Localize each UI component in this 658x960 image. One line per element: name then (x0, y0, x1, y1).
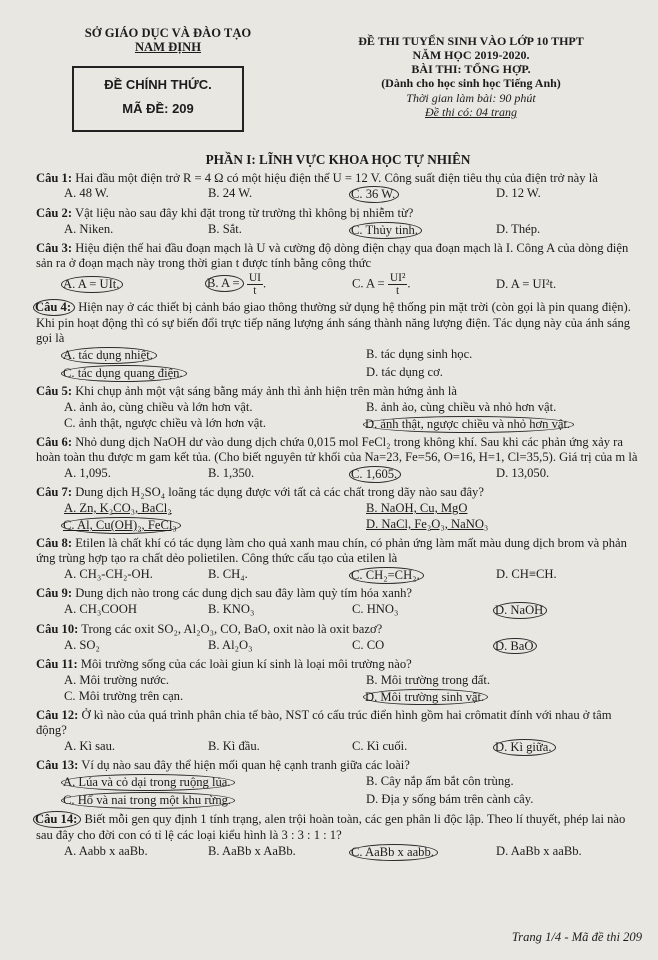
answer-mark: D. ảnh thật, ngược chiều và nhỏ hơn vật. (363, 416, 574, 433)
page-footer: Trang 1/4 - Mã đề thi 209 (511, 930, 642, 944)
organization (68, 26, 268, 54)
option-c (352, 466, 496, 483)
option-c (352, 567, 496, 584)
option-b: B. NaOH, Cu, MgO (366, 501, 468, 516)
answer-mark: C. Hổ và nai trong một khu rừng. (61, 792, 235, 809)
question-text: Ở kì nào của quá trình phân chia tế bào, NST có cấu trúc điển hình gồm hai crômatit đính với nhau ở tâm động? (36, 707, 612, 737)
official-label: ĐỀ CHÍNH THỨC. (104, 77, 212, 92)
exam-header (36, 26, 640, 148)
option-b: B. CH₄. (208, 567, 248, 582)
option-d: D. A = UI²t. (496, 276, 557, 291)
option-c: C. Môi trường trên cạn. (64, 688, 184, 703)
question-2 (36, 206, 640, 239)
answer-mark: C. tác dụng quang điện. (61, 365, 187, 382)
question-12 (36, 708, 640, 756)
question-text: Khi chụp ảnh một vật sáng bằng máy ảnh thì ảnh hiện trên màn hứng ảnh là (75, 384, 457, 399)
org-line-2: NAM ĐỊNH (134, 40, 202, 55)
question-6 (36, 435, 640, 483)
option-b: B. tác dụng sinh học. (366, 346, 473, 361)
exam-duration: Thời gian làm bài: 90 phút (406, 90, 536, 105)
question-1 (36, 171, 640, 204)
question-number: Câu 8: (36, 536, 73, 551)
question-5 (36, 384, 640, 433)
option-c (36, 792, 338, 809)
option-b: B. Môi trường trong đất. (366, 672, 491, 687)
option-a (36, 774, 338, 791)
official-box (72, 66, 244, 132)
option-a (36, 347, 338, 364)
answer-mark: B. A = (205, 275, 244, 292)
answer-mark: D. BaO (493, 638, 537, 655)
option-d: D. Thép. (496, 221, 541, 236)
option-d: D. Địa y sống bám trên cành cây. (366, 791, 534, 806)
option-d (338, 416, 640, 433)
option-a: A. Kì sau. (64, 738, 116, 753)
option-d: D. CH≡CH. (496, 567, 557, 582)
question-number: Câu 6: (36, 435, 73, 450)
question-8 (36, 536, 640, 584)
question-text: Dung dịch H₂SO₄ loãng tác dụng được với tất cả các chất trong dãy nào sau đây? (75, 485, 484, 500)
question-number: Câu 4: (33, 299, 75, 316)
option-d: D. tác dụng cơ. (366, 364, 443, 379)
option-c: C. ảnh thật, ngược chiều và lớn hơn vật. (64, 415, 267, 430)
option-a: A. 48 W. (64, 186, 109, 201)
question-14 (36, 811, 640, 861)
question-number: Câu 1: (36, 170, 73, 185)
question-number: Câu 12: (36, 707, 79, 722)
answer-mark: C. Thủy tinh. (349, 222, 422, 239)
question-number: Câu 11: (36, 656, 78, 671)
option-c: C. CO (352, 637, 385, 652)
answer-mark: D. Kì giữa. (493, 739, 556, 756)
question-9 (36, 586, 640, 619)
question-number: Câu 10: (36, 621, 79, 636)
answer-mark: D. NaOH (493, 602, 547, 619)
question-text: Ví dụ nào sau đây thể hiện mối quan hệ cạnh tranh giữa các loài? (81, 758, 410, 773)
question-11 (36, 657, 640, 706)
option-a: A. Môi trường nước. (64, 672, 169, 687)
option-d (338, 689, 640, 706)
question-text: Môi trường sống của các loài giun kí sinh là loại môi trường nào? (80, 656, 412, 671)
option-d (496, 602, 640, 619)
question-text: Nhỏ dung dịch NaOH dư vào dung dịch chứa 0,015 mol FeCl₂ trong không khí. Sau khi các phản ứng xảy ra hoàn toàn thu được m gam kết tủa. (Cho biết nguyên tử khối của Na=23, Fe=56, O=16, H=1, Cl=35,5). Giá trị của m là (36, 435, 638, 465)
option-a (64, 276, 208, 293)
option-c: C. HNO₃ (352, 602, 399, 617)
question-text: Trong các oxit SO₂, Al₂O₃, CO, BaO, oxit nào là oxit bazơ? (81, 621, 383, 636)
school-year: NĂM HỌC 2019-2020. (412, 48, 530, 63)
org-line-1: SỞ GIÁO DỤC VÀ ĐÀO TẠO (84, 26, 252, 40)
option-b: B. 1,350. (208, 465, 255, 480)
question-text: Etilen là chất khí có tác dụng làm cho quả xanh mau chín, có phản ứng làm mất màu dung dịch brom và phản ứng trùng hợp tạo ra chất dẻo polietilen. Công thức cấu tạo của etilen là (36, 536, 627, 566)
question-3 (36, 241, 640, 297)
question-number: Câu 14: (33, 811, 81, 828)
part-title: PHẦN I: LĨNH VỰC KHOA HỌC TỰ NHIÊN (205, 152, 471, 167)
option-b: B. Kì đầu. (208, 738, 260, 753)
answer-mark: A. Lúa và cỏ dại trong ruộng lúa. (61, 774, 235, 791)
answer-mark: D. Môi trường sinh vật. (363, 689, 488, 706)
option-b: B. KNO₃ (208, 602, 255, 617)
answer-mark: A. tác dụng nhiệt. (61, 347, 157, 364)
option-b: B. Cây nắp ấm bắt côn trùng. (366, 773, 514, 788)
option-a: A. ảnh ảo, cùng chiều và lớn hơn vật. (64, 400, 253, 415)
exam-code: MÃ ĐỀ: 209 (122, 101, 194, 117)
answer-mark: A. A = UIt. (61, 276, 123, 293)
option-d: D. 13,050. (496, 465, 550, 480)
question-text: Vật liệu nào sau đây khi đặt trong từ trường thì không bị nhiễm từ? (74, 205, 414, 220)
question-number: Câu 5: (36, 384, 73, 399)
fraction: $\frac{UI}{t}$ (248, 271, 261, 297)
answer-mark: C. Al, Cu(OH)₂, FeCl₃ (61, 517, 181, 534)
option-d (496, 739, 640, 756)
option-c: C. A = $\frac{\text{UI²}}{t}$ . (352, 271, 411, 297)
option-c: C. Kì cuối. (352, 738, 408, 753)
option-a: A. Zn, K₂CO₃, BaCl₂ (64, 501, 172, 516)
question-10 (36, 622, 640, 655)
question-4 (36, 299, 640, 381)
option-b: B. 24 W. (208, 186, 253, 201)
question-text: Biết mỗi gen quy định 1 tính trạng, alen trội hoàn toàn, các gen phân li độc lập. Theo lí thuyết, phép lai nào sau đây cho đời con có tỉ lệ các loại kiểu hình là 3 : 3 : 1 : 1? (36, 812, 626, 842)
option-a: A. CH₃-CH₂-OH. (64, 567, 153, 582)
option-b: B. Al₂O₃ (208, 637, 253, 652)
answer-mark: C. 36 W. (349, 186, 399, 203)
option-d: D. 12 W. (496, 186, 541, 201)
option-a: A. SO₂ (64, 637, 100, 652)
answer-mark: C. CH₂=CH₂. (349, 567, 424, 584)
question-text: Dung dịch nào trong các dung dịch sau đây làm quỳ tím hóa xanh? (75, 586, 412, 601)
question-number: Câu 3: (36, 241, 73, 256)
option-b: B. ảnh ảo, cùng chiều và nhỏ hơn vật. (366, 400, 557, 415)
question-number: Câu 7: (36, 485, 73, 500)
option-c (36, 365, 338, 382)
question-7 (36, 485, 640, 534)
option-b: B. A = $\frac{UI}{t}$ . (207, 271, 267, 297)
option-c (352, 844, 496, 861)
exam-title: ĐỀ THI TUYỂN SINH VÀO LỚP 10 THPT (358, 34, 584, 48)
option-c (352, 222, 496, 239)
question-number: Câu 2: (36, 205, 73, 220)
fraction: $\frac{\text{UI²}}{t}$ (389, 271, 406, 297)
answer-mark: C. 1,605. (349, 466, 401, 483)
option-a: A. Aabb x aaBb. (64, 843, 148, 858)
question-text: Hiệu điện thế hai đầu đoạn mạch là U và cường độ dòng điện chạy qua đoạn mạch là I. Công A của dòng điện sản ra ở đoạn mạch này trong thời gian t được tính bằng công thức (36, 241, 629, 270)
exam-audience: (Dành cho học sinh học Tiếng Anh) (381, 76, 561, 91)
option-b: B. Sắt. (208, 221, 242, 236)
option-c (36, 517, 338, 534)
exam-subject: BÀI THI: TỔNG HỢP. (411, 62, 531, 77)
option-d: D. AaBb x aaBb. (496, 843, 582, 858)
exam-pages: Đề thi có: 04 trang (425, 104, 517, 119)
answer-mark: C. AaBb x aabb. (349, 844, 438, 861)
option-b: B. AaBb x AaBb. (208, 843, 296, 858)
option-a: A. Niken. (64, 221, 114, 236)
option-d (496, 638, 640, 655)
option-a: A. CH₃COOH (64, 602, 137, 617)
option-d: D. NaCl, Fe₂O₃, NaNO₃ (366, 517, 489, 532)
question-text: Hai đầu một điện trở R = 4 Ω có một hiệu điện thế U = 12 V. Công suất điện tiêu thụ của điện trở này là (75, 170, 598, 185)
question-number: Câu 13: (36, 758, 79, 773)
question-13 (36, 758, 640, 809)
option-c (352, 186, 496, 203)
question-text: Hiện nay ở các thiết bị cảnh báo giao thông thường sử dụng hệ thống pin mặt trời (còn gọi là pin quang điện). Khi pin hoạt động thì có sự biến đổi trực tiếp năng lượng ánh sáng thành năng lượng điện. Tác dụng này của ánh sáng gọi là (36, 300, 631, 346)
exam-info (306, 34, 636, 119)
option-a: A. 1,095. (64, 465, 111, 480)
question-number: Câu 9: (36, 586, 73, 601)
